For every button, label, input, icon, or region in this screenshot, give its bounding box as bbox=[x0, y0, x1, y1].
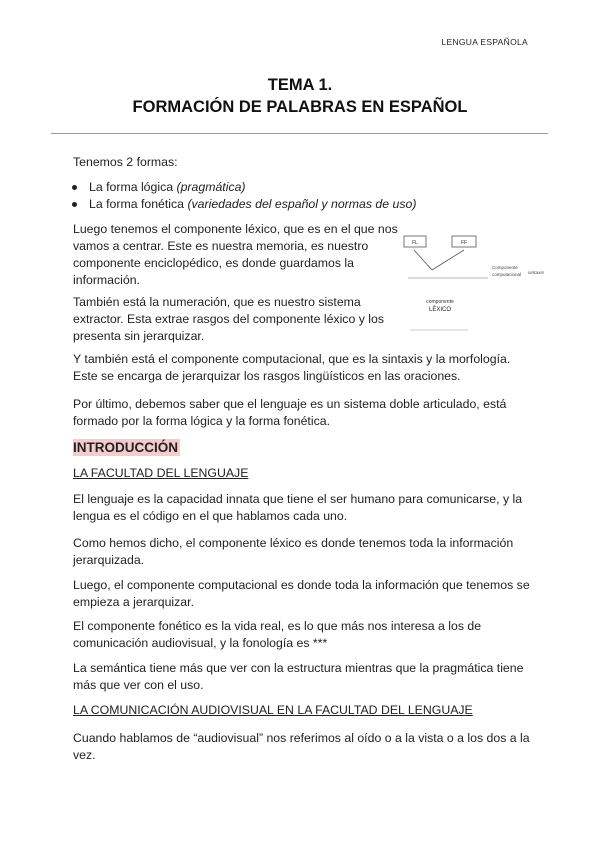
text-line: componente enciclopédico, es donde guardamos la bbox=[73, 256, 354, 270]
title-line-2: FORMACIÓN DE PALABRAS EN ESPAÑOL bbox=[132, 98, 468, 116]
text-line: vamos a centrar. Este es nuestra memoria, es nuestro bbox=[73, 239, 369, 253]
bullet-text: La forma lógica bbox=[89, 180, 177, 194]
paragraph-semantica bbox=[73, 660, 523, 694]
paragraph-lenguaje bbox=[73, 491, 522, 525]
subheading-facultad-lenguaje: LA FACULTAD DEL LENGUAJE bbox=[73, 466, 249, 480]
section-heading-introduccion: INTRODUCCIÓN bbox=[73, 440, 178, 455]
diagram-line-right bbox=[432, 250, 464, 270]
text-line: Luego, el componente computacional es donde toda la información que tenemos se bbox=[73, 578, 530, 592]
text-line: presenta sin jerarquizar. bbox=[73, 329, 205, 343]
diagram-bottom-label-1: componente bbox=[426, 299, 454, 305]
title-line-1: TEMA 1. bbox=[267, 76, 333, 94]
paragraph-componente-computacional bbox=[73, 577, 530, 611]
text-line: más que ver con el uso. bbox=[73, 678, 204, 692]
paragraph-componente-lexico bbox=[73, 535, 513, 569]
text-line: También está la numeración, que es nuestro sistema bbox=[73, 295, 361, 309]
text-line: extractor. Esta extrae rasgos del componente léxico y los bbox=[73, 312, 384, 326]
text-line: Luego tenemos el componente léxico, que es en el que nos bbox=[73, 222, 398, 236]
paragraph-doble-articulado bbox=[73, 396, 506, 430]
intro-text: Tenemos 2 formas: bbox=[73, 155, 178, 169]
text-line: Y también está el componente computacional, que es la sintaxis y la morfología. bbox=[73, 352, 511, 366]
bullet-item bbox=[89, 179, 246, 196]
diagram-side-label-1: Componente bbox=[492, 265, 518, 270]
bullet-dot-icon bbox=[72, 202, 77, 207]
paragraph-lexico bbox=[73, 221, 398, 289]
text-line: Este se encarga de jerarquizar los rasgos lingüísticos en las oraciones. bbox=[73, 369, 461, 383]
text-line: El componente fonético es la vida real, es lo que más nos interesa a los de bbox=[73, 619, 482, 633]
text-line: lengua es el código en el que hablamos cada uno. bbox=[73, 509, 348, 523]
bullet-text: La forma fonética bbox=[89, 197, 188, 211]
bullet-dot-icon bbox=[72, 185, 77, 190]
text-line: jerarquizada. bbox=[73, 553, 145, 567]
text-line: vez. bbox=[73, 748, 96, 762]
text-line: información. bbox=[73, 273, 140, 287]
document-header-label: LENGUA ESPAÑOLA bbox=[441, 37, 528, 47]
diagram-box-ff-label: FF bbox=[460, 240, 468, 246]
diagram-box-fl-label: FL bbox=[412, 240, 418, 246]
diagram-line-left bbox=[414, 250, 432, 270]
paragraph-audiovisual bbox=[73, 730, 530, 764]
paragraph-componente-fonetico bbox=[73, 618, 481, 652]
text-line: formado por la forma lógica y la forma fonética. bbox=[73, 414, 330, 428]
text-line: comunicación audiovisual, y la fonología es *** bbox=[73, 636, 328, 650]
text-line: La semántica tiene más que ver con la estructura mientras que la pragmática tiene bbox=[73, 661, 524, 675]
text-line: empieza a jerarquizar. bbox=[73, 595, 194, 609]
diagram-bottom-label-2: LÉXICO bbox=[428, 307, 452, 313]
bullet-item bbox=[89, 196, 416, 213]
bullet-italic: (pragmática) bbox=[176, 180, 246, 194]
bullet-italic: (variedades del español y normas de uso) bbox=[187, 197, 417, 211]
paragraph-numeracion bbox=[73, 294, 384, 345]
text-line: El lenguaje es la capacidad innata que tiene el ser humano para comunicarse, y la bbox=[73, 492, 523, 506]
paragraph-computacional bbox=[73, 351, 510, 385]
subheading-comunicacion-audiovisual: LA COMUNICACIÓN AUDIOVISUAL EN LA FACULTAD DEL LENGUAJE bbox=[73, 703, 473, 717]
diagram-side-label-2: computacional bbox=[492, 272, 522, 277]
language-model-diagram bbox=[380, 230, 550, 340]
text-line: Por último, debemos saber que el lenguaje es un sistema doble articulado, está bbox=[73, 397, 507, 411]
text-line: Cuando hablamos de “audiovisual” nos referimos al oído o a la vista o a los dos a la bbox=[73, 731, 530, 745]
diagram-side-note: sintaxis bbox=[528, 271, 544, 276]
text-line: Como hemos dicho, el componente léxico es donde tenemos toda la información bbox=[73, 536, 514, 550]
title-divider bbox=[51, 133, 548, 134]
